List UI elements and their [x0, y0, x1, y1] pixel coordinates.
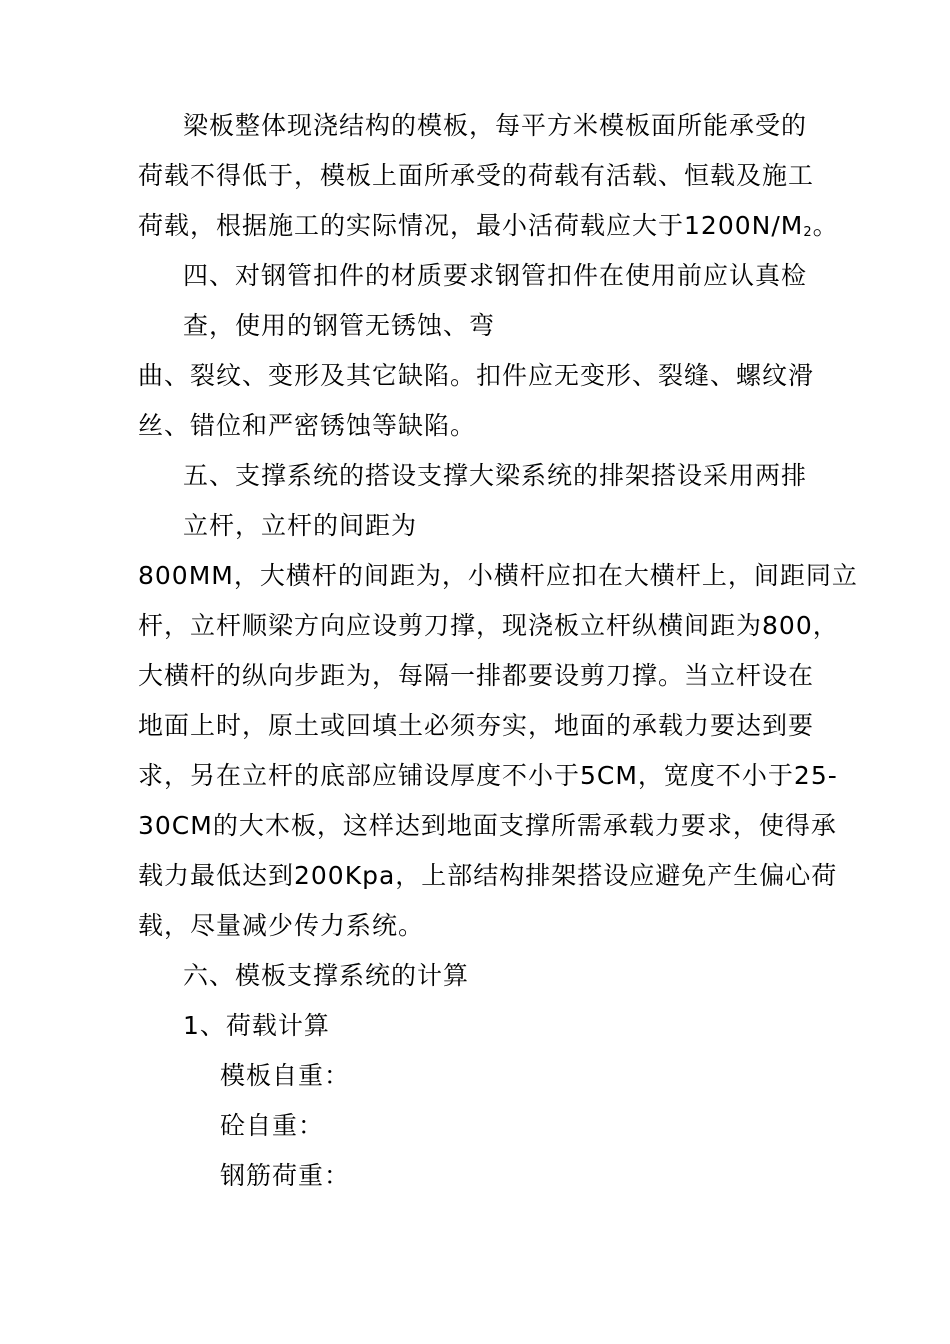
paragraph-line: 查，使用的钢管无锈蚀、弯	[183, 311, 496, 340]
paragraph-line: 杆，立杆顺梁方向应设剪刀撑，现浇板立杆纵横间距为800，	[138, 611, 839, 640]
paragraph-line: 梁板整体现浇结构的模板，每平方米模板面所能承受的	[183, 111, 808, 140]
unit-subscript: 2	[803, 225, 813, 240]
paragraph-line: 荷载不得低于，模板上面所承受的荷载有活载、恒载及施工	[138, 161, 815, 190]
section-heading: 六、模板支撑系统的计算	[183, 961, 470, 990]
section-heading: 五、支撑系统的搭设支撑大梁系统的排架搭设采用两排	[183, 461, 808, 490]
subsection-heading: 1、荷载计算	[183, 1011, 330, 1040]
list-item: 砼自重：	[220, 1111, 325, 1140]
paragraph-line: 曲、裂纹、变形及其它缺陷。扣件应无变形、裂缝、螺纹滑	[138, 361, 815, 390]
paragraph-line: 立杆，立杆的间距为	[183, 511, 418, 540]
paragraph-line	[138, 211, 839, 248]
paragraph-line: 800MM，大横杆的间距为，小横杆应扣在大横杆上，间距同立	[138, 561, 858, 590]
list-item: 模板自重：	[220, 1061, 351, 1090]
paragraph-line: 求，另在立杆的底部应铺设厚度不小于5CM，宽度不小于25-	[138, 761, 838, 790]
list-item: 钢筋荷重：	[220, 1161, 351, 1190]
paragraph-line: 30CM的大木板，这样达到地面支撑所需承载力要求，使得承	[138, 811, 837, 840]
line-text: 荷载，根据施工的实际情况，最小活荷载应大于1200N/M	[138, 211, 804, 240]
paragraph-line: 地面上时，原土或回填土必须夯实，地面的承载力要达到要	[138, 711, 815, 740]
line-tail: 。	[812, 211, 839, 240]
paragraph-line: 丝、错位和严密锈蚀等缺陷。	[138, 411, 477, 440]
section-heading: 四、对钢管扣件的材质要求钢管扣件在使用前应认真检	[183, 261, 808, 290]
paragraph-line: 载，尽量减少传力系统。	[138, 911, 425, 940]
paragraph-line: 大横杆的纵向步距为，每隔一排都要设剪刀撑。当立杆设在	[138, 661, 815, 690]
paragraph-line: 载力最低达到200Kpa，上部结构排架搭设应避免产生偏心荷	[138, 861, 838, 890]
